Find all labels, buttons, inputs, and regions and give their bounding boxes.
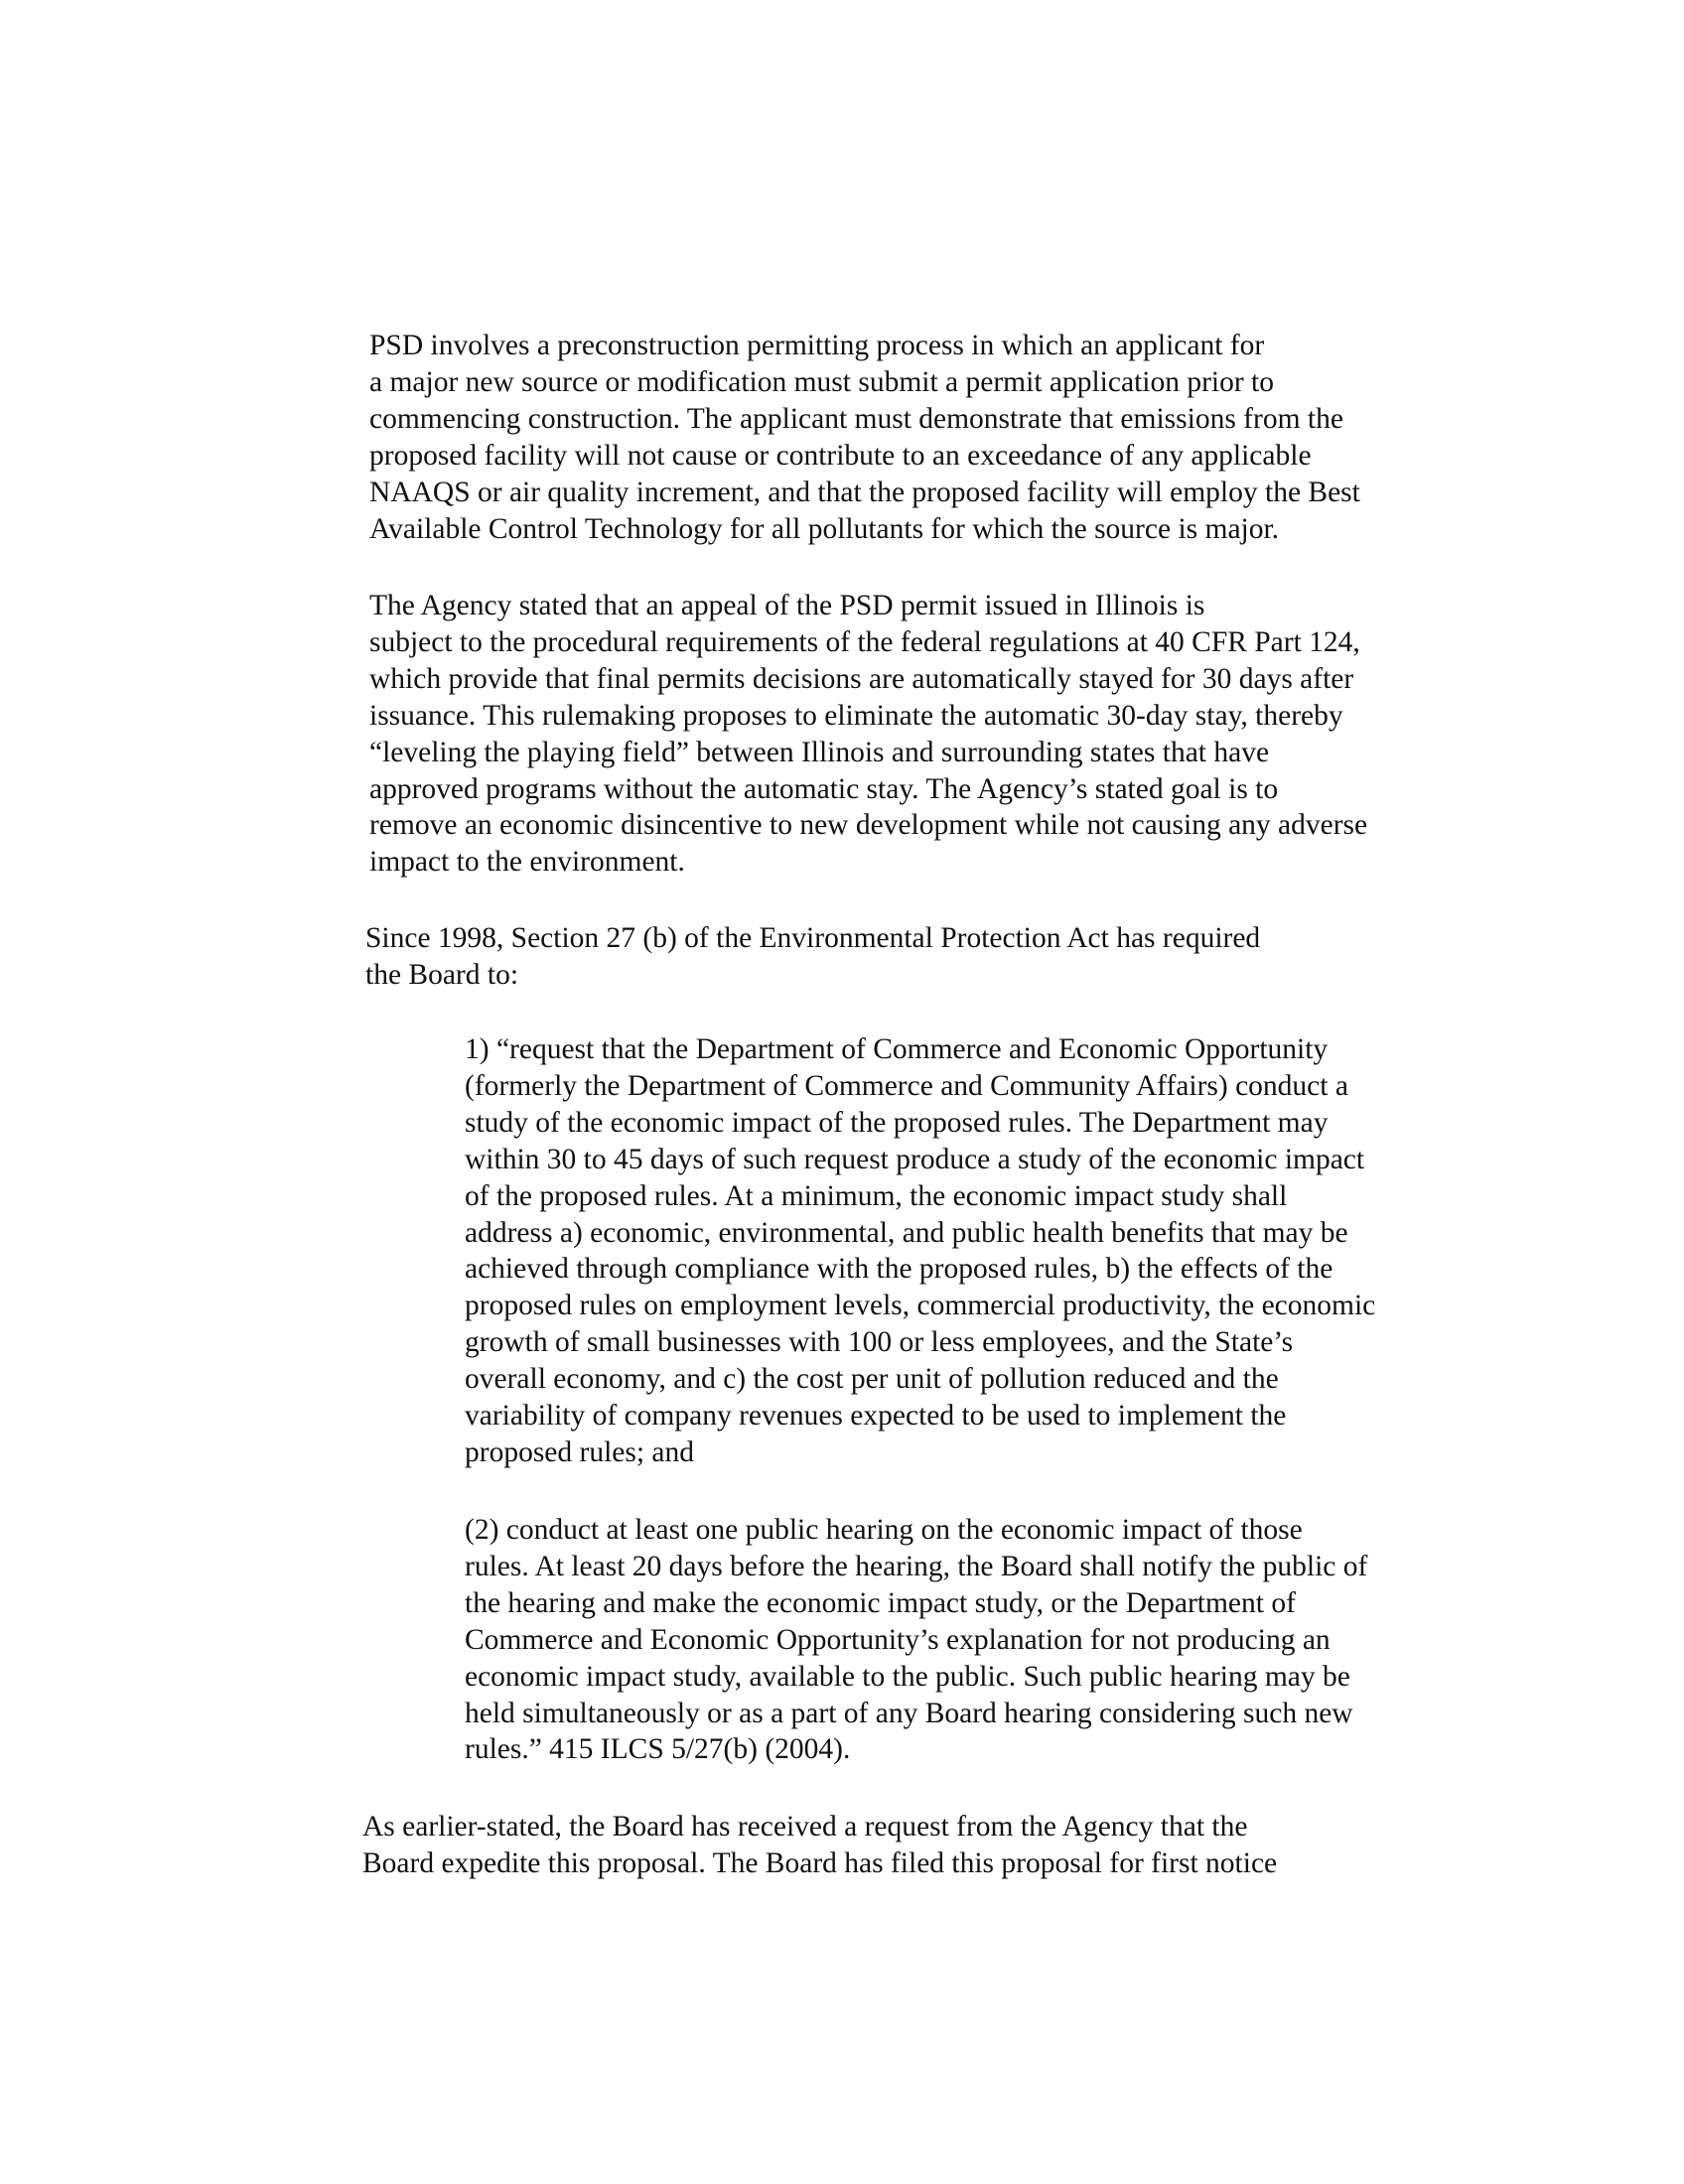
paragraph-agency-statement: The Agency stated that an appeal of the PSD permit issued in Illinois is subject to the procedural requirements of the federal regulations at 40 CFR Part 124, which provide that final permits decisions are automatically stayed for 30 days after issuance. This rulemaking proposes to eliminate the automatic 30-day stay, thereby “leveling the playing field” between Illinois and surrounding states that have approved programs without the automatic stay. The Agency’s stated goal is to remove an economic disincentive to new development while not causing any adverse impact to the environment. <box>369 590 1368 879</box>
block-quote-item-1: 1) “request that the Department of Commerce and Economic Opportunity (formerly the Department of Commerce and Community Affairs) conduct a study of the economic impact of the proposed rules. The Department may within 30 to 45 days of such request produce a study of the economic impact of the proposed rules. At a minimum, the economic impact study shall address a) economic, environmental, and public health benefits that may be achieved through compliance with the proposed rules, b) the effects of the proposed rules on employment levels, commercial productivity, the economic growth of small businesses with 100 or less employees, and the State’s overall economy, and c) the cost per unit of pollution reduced and the variability of company revenues expected to be used to implement the proposed rules; and <box>465 1033 1376 1468</box>
paragraph-section-27b-intro: Since 1998, Section 27 (b) of the Environmental Protection Act has required the Board to: <box>365 922 1261 991</box>
paragraph-expedite-request: As earlier-stated, the Board has received a request from the Agency that the Board expedite this proposal. The Board has filed this proposal for first notice <box>362 1811 1278 1879</box>
block-quote-item-2: (2) conduct at least one public hearing on the economic impact of those rules. At least 20 days before the hearing, the Board shall notify the public of the hearing and make the economic impact study, or the Department of Commerce and Economic Opportunity’s explanation for not producing an economic impact study, available to the public. Such public hearing may be held simultaneously or as a part of any Board hearing considering such new rules.” 415 ILCS 5/27(b) (2004). <box>465 1514 1368 1766</box>
paragraph-psd-description: PSD involves a preconstruction permitting process in which an applicant for a major new source or modification must submit a permit application prior to commencing construction. The applicant must demonstrate that emissions from the proposed facility will not cause or contribute to an exceedance of any applicable NAAQS or air quality increment, and that the proposed facility will employ the Best Available Control Technology for all pollutants for which the source is major. <box>369 330 1360 545</box>
